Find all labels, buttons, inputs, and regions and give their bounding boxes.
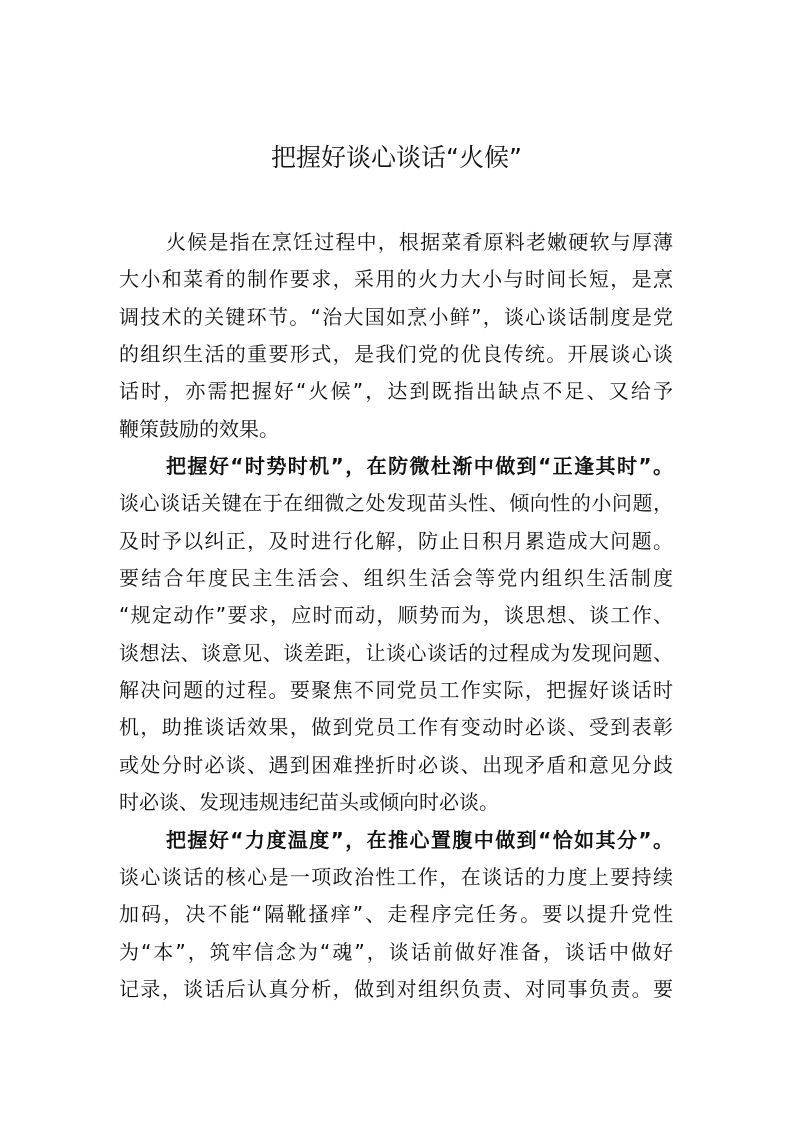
paragraph-line: 解决问题的过程。要聚焦不同党员工作实际，把握好谈话时 bbox=[119, 678, 673, 703]
paragraph-line: 谈心谈话的核心是一项政治性工作，在谈话的力度上要持续 bbox=[119, 864, 673, 889]
paragraph-line: “规定动作”要求，应时而动，顺势而为，谈思想、谈工作、 bbox=[119, 603, 673, 628]
paragraph-line: 及时予以纠正，及时进行化解，防止日积月累造成大问题。 bbox=[119, 528, 673, 553]
paragraph-line: 的组织生活的重要形式，是我们党的优良传统。开展谈心谈 bbox=[119, 342, 673, 367]
paragraph-line: 大小和菜肴的制作要求，采用的火力大小与时间长短，是烹 bbox=[119, 267, 673, 292]
paragraph-line: 火候是指在烹饪过程中，根据菜肴原料老嫩硬软与厚薄 bbox=[166, 230, 673, 254]
paragraph-line: 谈想法、谈意见、谈差距，让谈心谈话的过程成为发现问题、 bbox=[119, 640, 673, 665]
paragraph-line: 记录，谈话后认真分析，做到对组织负责、对同事负责。要 bbox=[119, 976, 673, 1001]
document-body bbox=[119, 224, 673, 1008]
section-heading: 把握好“力度温度”，在推心置腹中做到“恰如其分”。 bbox=[166, 827, 673, 852]
section-heading: 把握好“时势时机”，在防微杜渐中做到“正逢其时”。 bbox=[166, 454, 673, 479]
paragraph-line: 调技术的关键环节。“治大国如烹小鲜”，谈心谈话制度是党 bbox=[119, 304, 673, 329]
document-title: 把握好谈心谈话“火候” bbox=[271, 143, 522, 172]
paragraph-line: 鞭策鼓励的效果。 bbox=[119, 416, 279, 441]
paragraph-line: 要结合年度民主生活会、组织生活会等党内组织生活制度 bbox=[119, 566, 673, 591]
paragraph-line: 时必谈、发现违规违纪苗头或倾向时必谈。 bbox=[119, 790, 499, 815]
paragraph-line: 为“本”，筑牢信念为“魂”，谈话前做好准备，谈话中做好 bbox=[119, 939, 673, 964]
paragraph-line: 谈心谈话关键在于在细微之处发现苗头性、倾向性的小问题， bbox=[119, 491, 673, 516]
paragraph-line: 话时，亦需把握好“火候”，达到既指出缺点不足、又给予 bbox=[119, 379, 673, 404]
paragraph-line: 或处分时必谈、遇到困难挫折时必谈、出现矛盾和意见分歧 bbox=[119, 752, 673, 777]
paragraph-line: 加码，决不能“隔靴搔痒”、走程序完任务。要以提升党性 bbox=[119, 902, 673, 927]
paragraph-line: 机，助推谈话效果，做到党员工作有变动时必谈、受到表彰 bbox=[119, 715, 673, 740]
